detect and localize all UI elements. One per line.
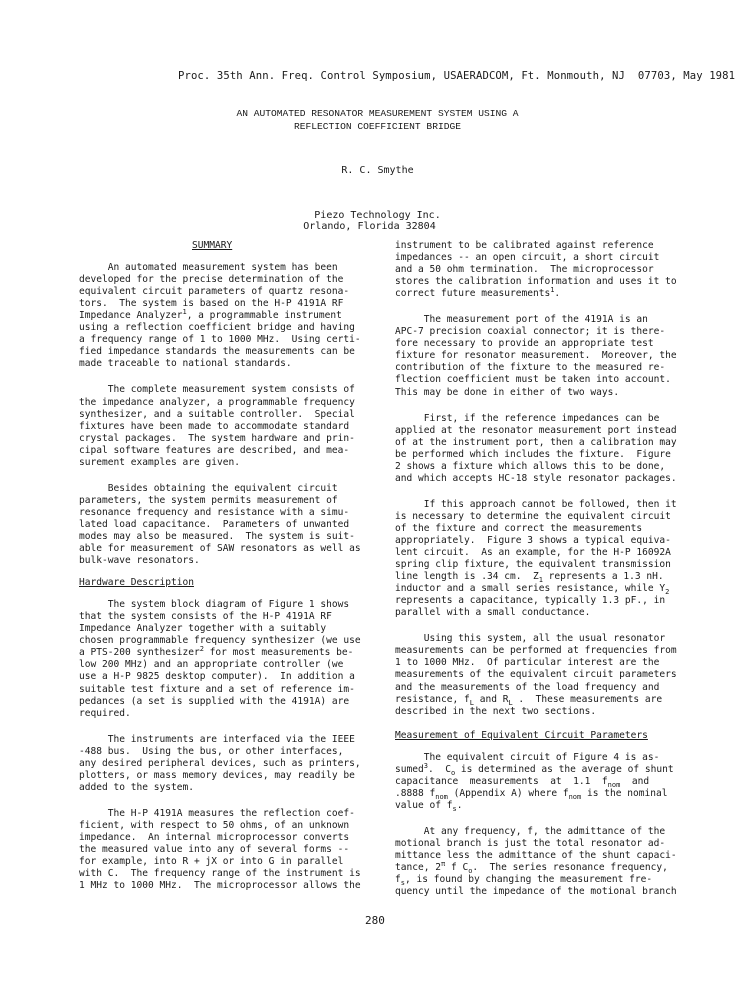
summary-paragraph-3: Besides obtaining the equivalent circuit parameters, the system permits measurement of resonance frequency and resistance with a simu- lated load capacitance. Parameters of unwanted modes may also be measured. The system is suit- able for measurement of SAW resonators as well as bulk-wave resonators. bbox=[79, 482, 361, 567]
right-paragraph-7: At any frequency, f, the admittance of the motional branch is just the total resonator ad- mittance less the admittance of the shunt capaci- tance, $2^\pi$ f $C_o$. The series resonance frequency, $f_s$, is found by changing the measurement fre- quency until the impedance of the motional branch bbox=[395, 825, 677, 898]
footnote-ref: 1 bbox=[550, 286, 555, 295]
hardware-paragraph-2: The instruments are interfaced via the IEEE -488 bus. Using the bus, or other interfaces, any desired peripheral devices, such as printers, plotters, or mass memory devices, may readily be added to the system. bbox=[79, 733, 361, 793]
equivalent-circuit-heading: Measurement of Equivalent Circuit Parameters bbox=[395, 729, 648, 741]
right-paragraph-2: The measurement port of the 4191A is an APC-7 precision coaxial connector; it is there- fore necessary to provide an appropriate test fixture for resonator measurement. Moreover, the contribution of the fixture to the measured re- flection coefficient must be taken into account. This may be done in either of two ways. bbox=[395, 314, 677, 398]
summary-paragraph-1: An automated measurement system has been developed for the precise determination of the equivalent circuit parameters of quartz resona- tors. The system is based on the H-P 4191A RF Impedance Analyzer$^1$, a programmable instrument using a reflection coefficient bridge and having a frequency range of 1 to 1000 MHz. Using certi- fied impedance standards the measurements can be made traceable to national standards. bbox=[79, 262, 361, 370]
footnote-ref: 2 bbox=[199, 645, 204, 654]
hardware-heading: Hardware Description bbox=[79, 577, 194, 589]
right-paragraph-4: If this approach cannot be followed, then it is necessary to determine the equivalent circuit of the fixture and correct the measurements appropriately. Figure 3 shows a typical equiva- lent circuit. As an example, for the H-P 16092A spring clip fixture, the equivalent transmission line length is .34 cm. $Z_1$ represents a 1.3 nH. inductor and a small series resistance, while $Y_2$ represents a capacitance, typically 1.3 pF., in parallel with a small conductance. bbox=[395, 498, 677, 619]
summary-heading: SUMMARY bbox=[192, 240, 233, 251]
right-paragraph-6: The equivalent circuit of Figure 4 is as- sumed$^3$. $C_o$ is determined as the average of shunt capacitance measurements at 1.1 $f_{nom}$ and .8888 $f_{nom}$ (Appendix A) where $f_{nom}$ is the nominal value of $f_s$. bbox=[395, 751, 674, 813]
right-paragraph-3: First, if the reference impedances can be applied at the resonator measurement port instead of at the instrument port, then a calibration may be performed which includes the fixture. Figure 2 shows a fixture which allows this to be done, and which accepts HC-18 style resonator packages. bbox=[395, 412, 677, 484]
author: R. C. Smythe bbox=[341, 165, 414, 176]
footnote-ref: 1 bbox=[182, 308, 187, 317]
left-column bbox=[79, 240, 361, 892]
right-column bbox=[395, 240, 677, 898]
right-paragraph-1: instrument to be calibrated against reference impedances -- an open circuit, a short circuit and a 50 ohm termination. The microprocessor stores the calibration information and uses it to correct future measurements$^1$. bbox=[395, 240, 677, 300]
paper-title-line1: AN AUTOMATED RESONATOR MEASUREMENT SYSTEM USING A bbox=[236, 108, 519, 119]
hardware-paragraph-1: The system block diagram of Figure 1 shows that the system consists of the H-P 4191A RF Impedance Analyzer together with a suitably chosen programmable frequency synthesizer (we use a PTS-200 synthesizer$^2$ for most measurements be- low 200 MHz) and an appropriate controller (we use a H-P 9825 desktop computer). In addition a suitable test fixture and a set of reference im- pedances (a set is supplied with the 4191A) are required. bbox=[79, 599, 361, 719]
page-number: 280 bbox=[365, 914, 385, 927]
summary-paragraph-2: The complete measurement system consists of the impedance analyzer, a programmable frequency synthesizer, and a suitable controller. Special fixtures have been made to accommodate standard crystal packages. The system hardware and prin- cipal software features are described, and mea- surement examples are given. bbox=[79, 384, 355, 468]
affiliation-org: Piezo Technology Inc. bbox=[314, 210, 441, 221]
affiliation-address: Orlando, Florida 32804 bbox=[303, 221, 436, 232]
hardware-paragraph-3: The H-P 4191A measures the reflection coef- ficient, with respect to 50 ohms, of an unknown impedance. An internal microprocessor converts the measured value into any of several forms -- for example, into R + jX or into G in parallel with C. The frequency range of the instrument is 1 MHz to 1000 MHz. The microprocessor allows the bbox=[79, 807, 361, 892]
citation-header: Proc. 35th Ann. Freq. Control Symposium, USAERADCOM, Ft. Monmouth, NJ 07703, May 1981 bbox=[178, 70, 736, 82]
right-paragraph-5: Using this system, all the usual resonator measurements can be performed at frequencies from 1 to 1000 MHz. Of particular interest are the measurements of the equivalent circuit parameters and the measurements of the load frequency and resistance, $f_L$ and $R_L$ . These measurements are described in the next two sections. bbox=[395, 633, 677, 717]
paper-title-line2: REFLECTION COEFFICIENT BRIDGE bbox=[294, 121, 461, 132]
